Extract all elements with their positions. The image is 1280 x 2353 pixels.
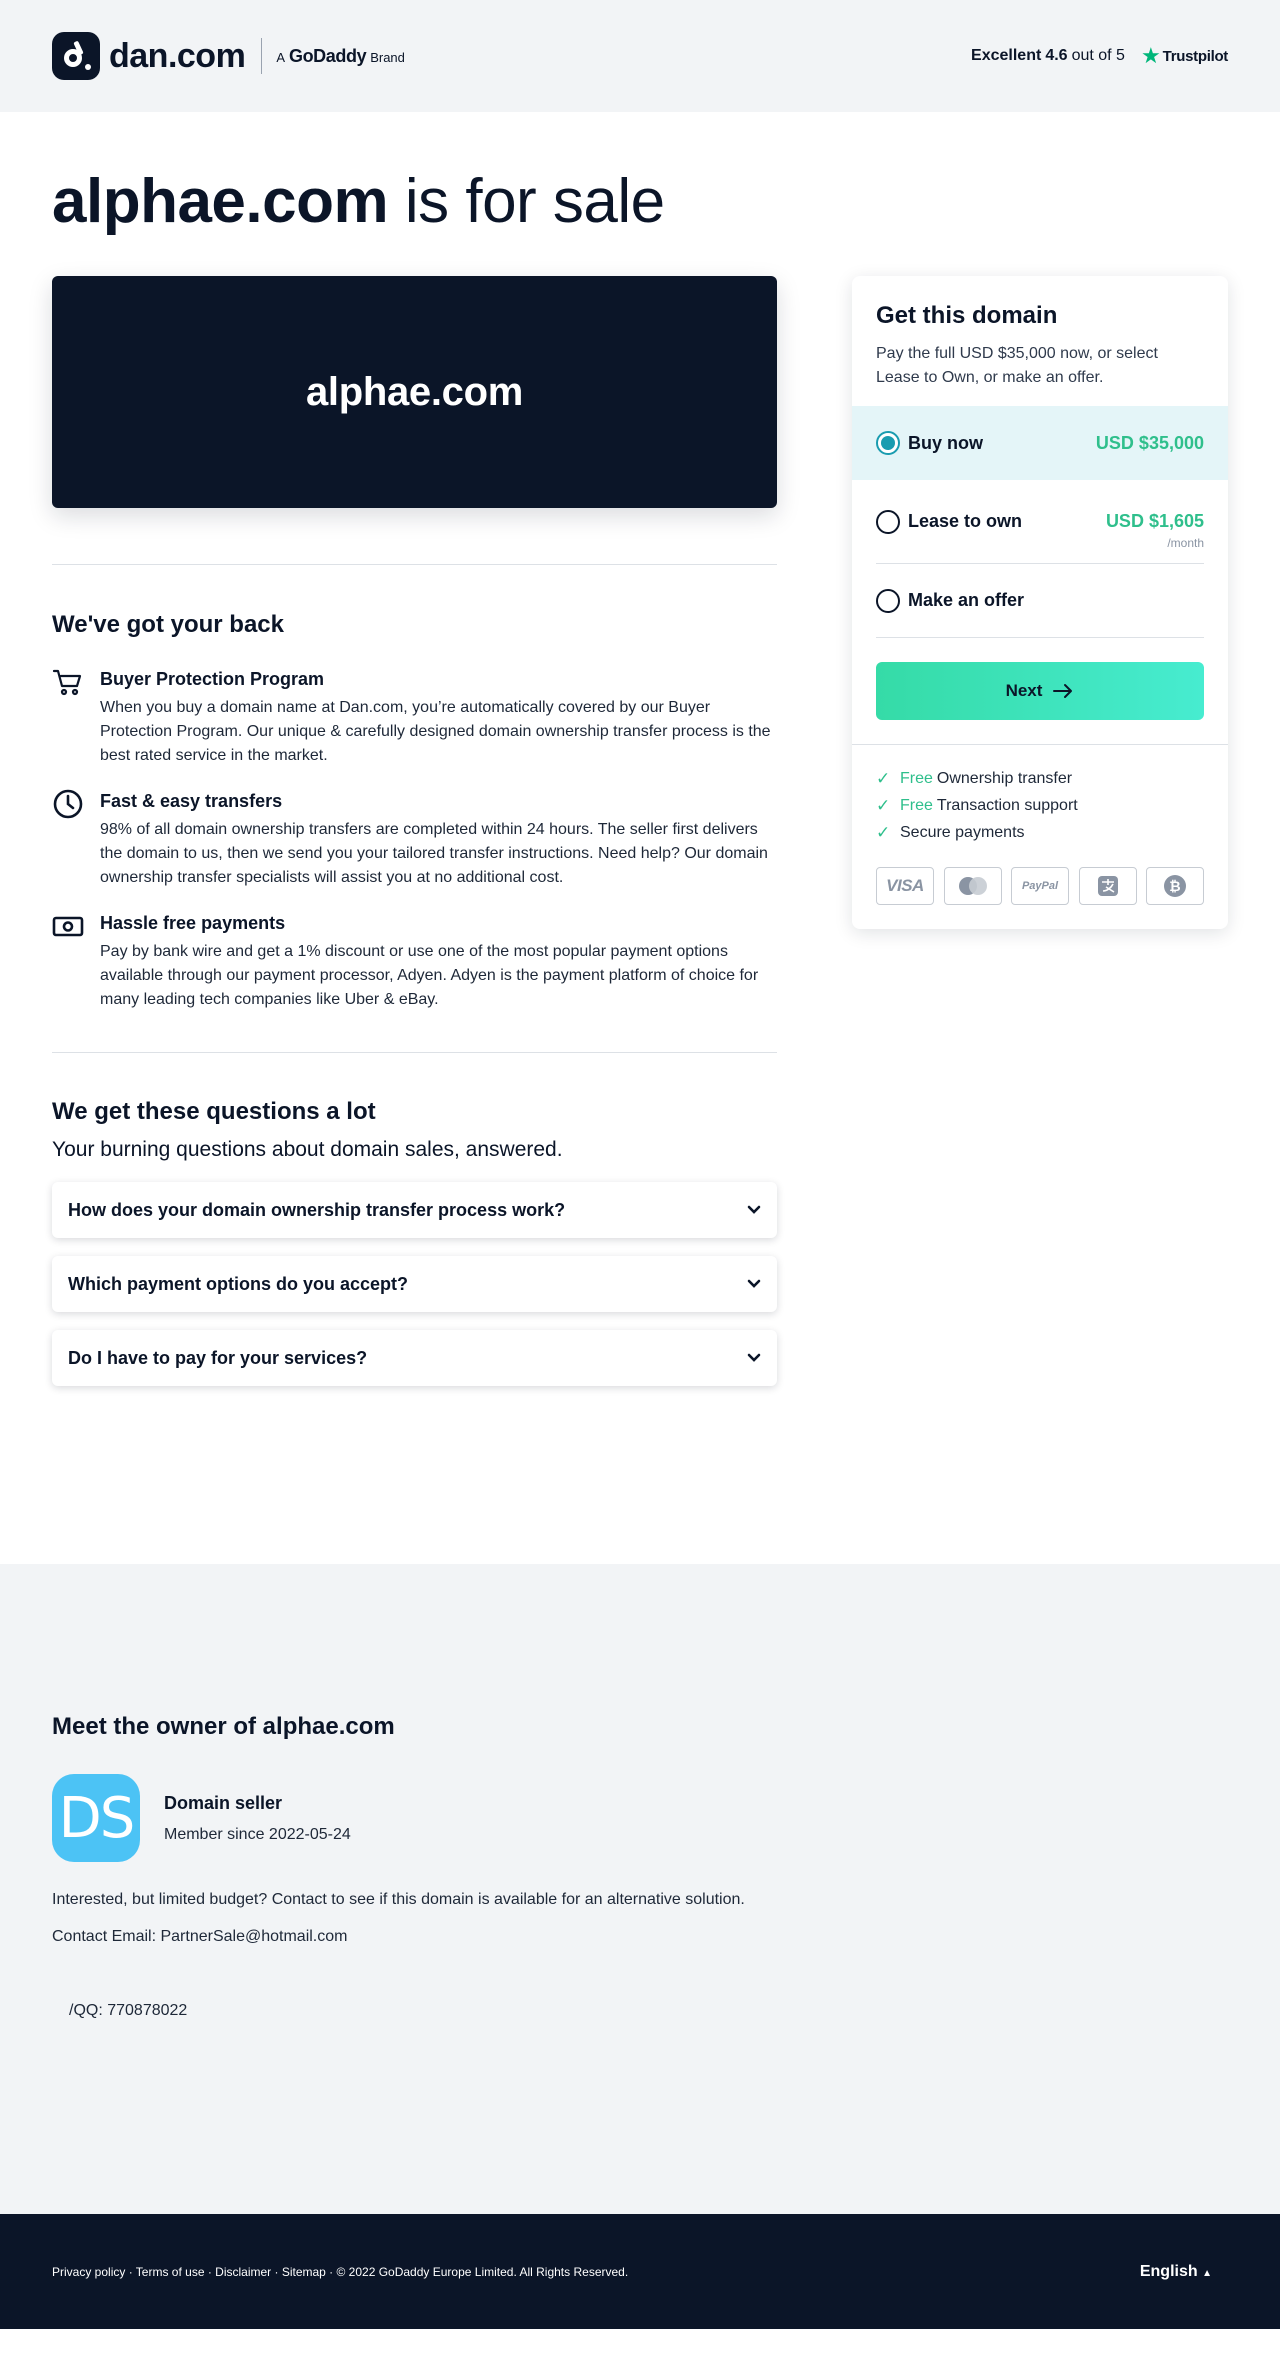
footer-links[interactable]: Privacy policy · Terms of use · Disclaimer · Sitemap · © 2022 GoDaddy Europe Limited. All Rights Reserved.	[52, 2264, 629, 2279]
trust-score: 4.6	[1045, 47, 1068, 64]
check-icon: ✓	[876, 796, 891, 816]
trust-excellent: Excellent	[971, 47, 1042, 64]
domain-card-text: alphae.com	[305, 369, 524, 414]
arrow-right-icon	[1052, 683, 1074, 699]
per-month-note: /month	[1167, 536, 1204, 551]
title-domain: alphae.com	[52, 167, 389, 236]
brand-suffix: Brand	[370, 49, 405, 65]
faq-heading: We get these questions a lot	[52, 1098, 376, 1126]
brand-prefix: A	[276, 49, 285, 65]
mastercard-icon	[944, 867, 1002, 905]
feature-title: Hassle free payments	[100, 913, 286, 934]
check-icon: ✓	[876, 823, 891, 843]
godaddy-name: GoDaddy	[288, 45, 367, 66]
domain-card	[52, 276, 777, 508]
option-buy-now[interactable]	[852, 406, 1228, 480]
chevron-down-icon	[747, 1205, 761, 1215]
check-icon: ✓	[876, 769, 891, 789]
seller-role: Domain seller	[164, 1792, 283, 1813]
seller-card	[52, 1774, 1228, 1862]
option-label: Lease to own	[908, 511, 1023, 532]
chevron-down-icon	[747, 1279, 761, 1289]
bitcoin-icon: ₿	[1146, 867, 1204, 905]
feature-item	[52, 669, 777, 768]
caret-up-icon: ▲	[1202, 2267, 1212, 2279]
option-make-offer[interactable]	[876, 564, 1204, 638]
visa-icon: VISA	[876, 867, 934, 905]
divider	[52, 564, 777, 565]
feature-title: Fast & easy transfers	[100, 791, 283, 812]
star-icon: ★	[1140, 43, 1161, 68]
perk-item	[876, 796, 1204, 816]
title-suffix: is for sale	[388, 167, 665, 236]
owner-qq: /QQ: 770878022	[69, 2002, 188, 2020]
faq-question: How does your domain ownership transfer process work?	[68, 1199, 566, 1220]
faq-question: Which payment options do you accept?	[68, 1273, 409, 1294]
perk-item	[876, 769, 1204, 789]
feature-item	[52, 913, 777, 1012]
paypal-icon: PayPal	[1011, 867, 1069, 905]
language-selector[interactable]	[1140, 2263, 1212, 2281]
option-label: Make an offer	[908, 590, 1025, 611]
language-label: English	[1139, 2262, 1198, 2280]
brand-name: dan.com	[109, 36, 246, 75]
cash-icon	[52, 910, 84, 942]
payment-icons	[876, 867, 1204, 905]
option-lease-to-own[interactable]	[876, 480, 1204, 564]
divider	[52, 1052, 777, 1053]
radio-selected-icon[interactable]	[876, 431, 900, 455]
faq-item[interactable]	[52, 1182, 777, 1238]
radio-icon[interactable]	[876, 510, 900, 534]
protection-heading: We've got your back	[52, 611, 284, 639]
dan-logo-icon	[52, 32, 100, 80]
feature-list	[52, 669, 777, 1012]
faq-item[interactable]	[52, 1256, 777, 1312]
owner-heading: Meet the owner of alphae.com	[52, 1713, 395, 1741]
feature-text: Pay by bank wire and get a 1% discount or use one of the most popular payment options available through our payment processor, Adyen. Adyen is the payment platform of choice for many leading tech companies like Uber & eBay.	[100, 943, 759, 1009]
next-label: Next	[1005, 681, 1043, 701]
page-title	[52, 112, 1228, 239]
perk-free: Free	[900, 770, 933, 788]
perks-list	[852, 745, 1228, 929]
feature-text: When you buy a domain name at Dan.com, you’re automatically covered by our Buyer Protection Program. Our unique & carefully designed domain ownership transfer process is the best rated service in the market.	[100, 699, 771, 765]
owner-text: Interested, but limited budget? Contact to see if this domain is available for an alternative solution.	[52, 1891, 745, 1909]
feature-title: Buyer Protection Program	[100, 669, 325, 690]
avatar: DS	[52, 1774, 140, 1862]
owner-section	[0, 1564, 1280, 2214]
buy-box	[852, 276, 1228, 929]
site-header	[0, 0, 1280, 112]
next-button[interactable]	[876, 662, 1204, 720]
buybox-description: Pay the full USD $35,000 now, or select Lease to Own, or make an offer.	[876, 345, 1158, 387]
option-price: USD $1,605	[1105, 511, 1204, 532]
owner-email: Contact Email: PartnerSale@hotmail.com	[52, 1928, 348, 1946]
feature-text: 98% of all domain ownership transfers are completed within 24 hours. The seller first delivers the domain to us, then we send you your tailored transfer instructions. Need help? Our domain ownership transfer specialists will assist you at no additional cost.	[100, 821, 768, 887]
cart-icon	[52, 666, 84, 698]
seller-since: Member since 2022-05-24	[164, 1825, 351, 1843]
brand-divider	[261, 38, 262, 74]
feature-item	[52, 791, 777, 890]
perk-item	[876, 823, 1204, 843]
clock-icon	[52, 788, 84, 820]
faq-question: Do I have to pay for your services?	[68, 1347, 368, 1368]
site-footer	[0, 2214, 1280, 2329]
faq-subheading: Your burning questions about domain sales, answered.	[52, 1138, 563, 1162]
faq-item[interactable]	[52, 1330, 777, 1386]
perk-text: Secure payments	[900, 824, 1025, 842]
faq-list	[52, 1182, 777, 1386]
trust-out-of: out of 5	[1071, 47, 1125, 64]
perk-free: Free	[900, 797, 933, 815]
option-label: Buy now	[908, 432, 983, 453]
godaddy-brand	[276, 46, 405, 67]
radio-icon[interactable]	[876, 589, 900, 613]
perk-text: Ownership transfer	[936, 770, 1073, 788]
trustpilot-rating[interactable]	[971, 45, 1228, 67]
perk-text: Transaction support	[936, 797, 1078, 815]
brand-logo[interactable]	[52, 32, 405, 80]
trustpilot-label: Trustpilot	[1162, 47, 1228, 65]
option-price: USD $35,000	[1095, 432, 1204, 453]
chevron-down-icon	[747, 1353, 761, 1363]
buybox-title: Get this domain	[876, 302, 1058, 330]
alipay-icon	[1079, 867, 1137, 905]
